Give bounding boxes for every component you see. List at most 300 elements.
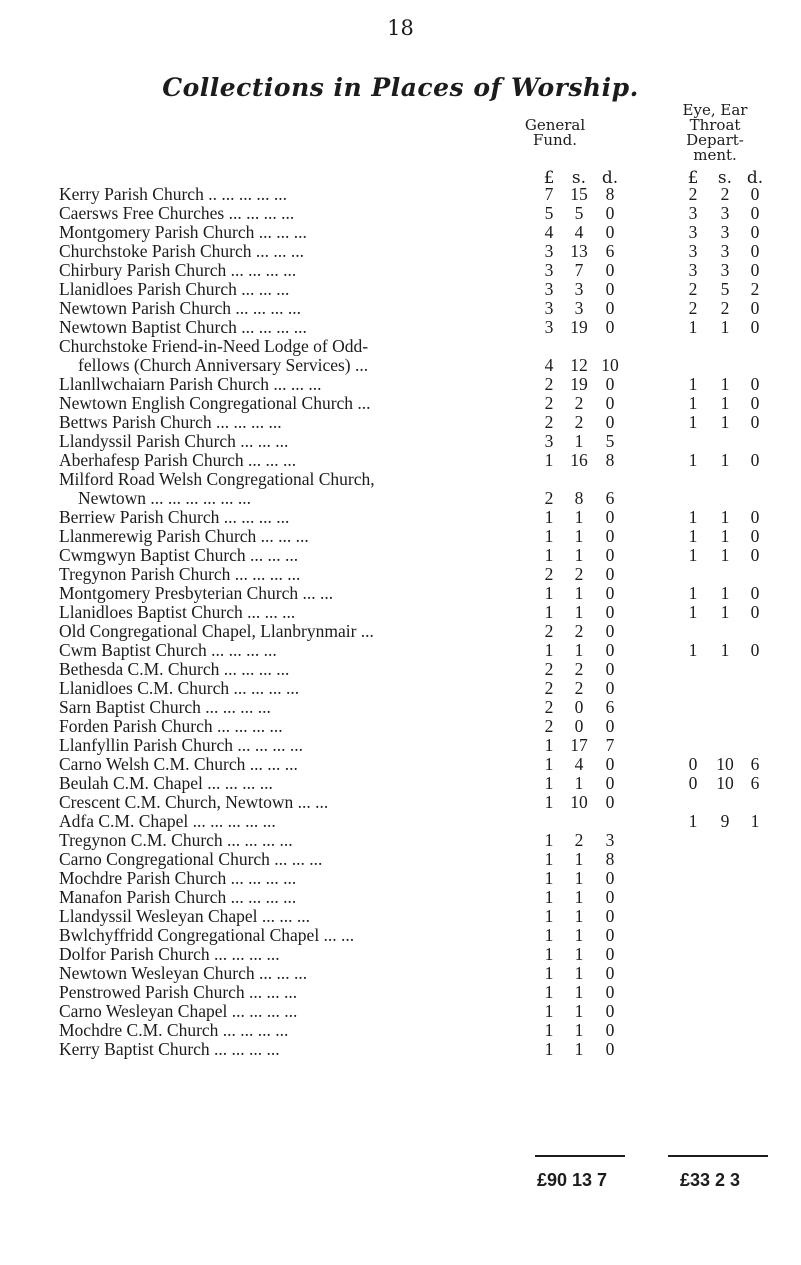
table-row [0, 679, 801, 698]
eye-ear-amount: 1 [688, 545, 698, 565]
table-row [0, 660, 801, 679]
eye-ear-amount: 3 [720, 241, 730, 261]
place-name: Mochdre C.M. Church ... ... ... ... [59, 1021, 289, 1040]
general-fund-amount: 1 [544, 1039, 554, 1059]
general-fund-amount: 0 [605, 640, 615, 660]
general-fund-amount: 2 [574, 412, 584, 432]
eye-ear-amount: 1 [720, 393, 730, 413]
general-fund-amount: 0 [605, 298, 615, 318]
eye-ear-amount: 0 [750, 184, 760, 204]
place-name: Forden Parish Church ... ... ... ... [59, 717, 283, 736]
place-name: Beulah C.M. Chapel ... ... ... ... [59, 774, 273, 793]
general-fund-amount: 17 [570, 735, 588, 755]
place-name: Llanllwchaiarn Parish Church ... ... ... [59, 375, 322, 394]
general-fund-amount: 1 [574, 1020, 584, 1040]
general-fund-amount: 4 [574, 754, 584, 774]
general-fund-amount: 0 [605, 868, 615, 888]
eye-ear-amount: 0 [750, 583, 760, 603]
general-fund-amount: 0 [605, 260, 615, 280]
table-row [0, 223, 801, 242]
general-fund-amount: 0 [605, 963, 615, 983]
table-row [0, 736, 801, 755]
total-rule [668, 1155, 768, 1157]
table-row [0, 1021, 801, 1040]
general-fund-amount: 5 [605, 431, 615, 451]
place-name: Llanmerewig Parish Church ... ... ... [59, 527, 309, 546]
table-row [0, 204, 801, 223]
page-title: Collections in Places of Worship. [162, 73, 639, 102]
place-name: Chirbury Parish Church ... ... ... ... [59, 261, 297, 280]
table-row [0, 869, 801, 888]
general-fund-amount: 1 [574, 1001, 584, 1021]
general-fund-amount: 1 [574, 925, 584, 945]
general-fund-amount: 0 [605, 507, 615, 527]
eye-ear-amount: 1 [750, 811, 760, 831]
general-fund-amount: 10 [570, 792, 588, 812]
eye-ear-header-line: Eye, Ear [682, 101, 748, 119]
general-fund-amount: 1 [544, 583, 554, 603]
table-row [0, 470, 801, 489]
general-fund-amount: 1 [544, 754, 554, 774]
table-row [0, 603, 801, 622]
page-number: 18 [387, 16, 414, 40]
table-row [0, 337, 801, 356]
eye-ear-amount: 0 [688, 754, 698, 774]
general-fund-amount: 1 [544, 735, 554, 755]
general-fund-amount: 1 [544, 982, 554, 1002]
place-name: Montgomery Parish Church ... ... ... [59, 223, 307, 242]
table-row [0, 812, 801, 831]
general-fund-amount: 1 [544, 507, 554, 527]
eye-ear-amount: 2 [688, 279, 698, 299]
general-fund-amount: 3 [574, 298, 584, 318]
eye-ear-amount: 3 [720, 203, 730, 223]
general-fund-amount: 0 [605, 944, 615, 964]
table-row [0, 394, 801, 413]
table-row [0, 622, 801, 641]
general-fund-amount: 1 [574, 773, 584, 793]
general-fund-amount: 3 [605, 830, 615, 850]
table-row [0, 261, 801, 280]
eye-ear-amount: 0 [750, 412, 760, 432]
table-row [0, 755, 801, 774]
eye-ear-amount: 1 [688, 450, 698, 470]
place-name: Montgomery Presbyterian Church ... ... [59, 584, 334, 603]
eye-ear-amount: 1 [688, 412, 698, 432]
general-fund-amount: 3 [544, 279, 554, 299]
table-row [0, 698, 801, 717]
eye-ear-amount: 1 [688, 811, 698, 831]
general-fund-amount: 0 [605, 374, 615, 394]
eye-ear-amount: 2 [688, 184, 698, 204]
general-fund-amount: 0 [605, 222, 615, 242]
eye-ear-amount: 6 [750, 773, 760, 793]
general-fund-amount: 0 [605, 906, 615, 926]
eye-ear-amount: 1 [720, 507, 730, 527]
general-fund-amount: 1 [574, 545, 584, 565]
eye-ear-amount: 0 [750, 640, 760, 660]
table-row [0, 774, 801, 793]
eye-ear-amount: 1 [688, 393, 698, 413]
eye-ear-amount: 0 [750, 203, 760, 223]
collections-table [0, 185, 801, 1059]
general-fund-amount: 1 [544, 450, 554, 470]
general-fund-amount: 1 [544, 887, 554, 907]
general-fund-amount: 19 [570, 374, 588, 394]
total-rule [535, 1155, 625, 1157]
general-fund-amount: 8 [574, 488, 584, 508]
general-fund-amount: 2 [574, 678, 584, 698]
unit-pounds: £ [687, 168, 699, 188]
general-fund-amount: 3 [544, 241, 554, 261]
general-fund-amount: 1 [574, 507, 584, 527]
table-row [0, 945, 801, 964]
general-fund-amount: 3 [544, 298, 554, 318]
eye-ear-amount: 1 [688, 507, 698, 527]
eye-ear-amount: 2 [688, 298, 698, 318]
eye-ear-amount: 1 [688, 374, 698, 394]
table-row [0, 584, 801, 603]
eye-ear-amount: 3 [688, 241, 698, 261]
eye-ear-amount: 0 [750, 450, 760, 470]
unit-pounds: £ [543, 168, 555, 188]
general-fund-amount: 10 [601, 355, 619, 375]
place-name: Kerry Baptist Church ... ... ... ... [59, 1040, 280, 1059]
eye-ear-amount: 1 [720, 374, 730, 394]
eye-ear-header [650, 103, 780, 163]
general-fund-amount: 4 [574, 222, 584, 242]
place-name: Bethesda C.M. Church ... ... ... ... [59, 660, 290, 679]
general-fund-amount: 3 [544, 260, 554, 280]
general-fund-amount: 2 [574, 659, 584, 679]
general-fund-amount: 0 [605, 1020, 615, 1040]
table-row [0, 1002, 801, 1021]
general-fund-header [500, 118, 610, 148]
eye-ear-amount: 1 [720, 583, 730, 603]
general-fund-total: £90 13 7 [537, 1170, 608, 1190]
table-row [0, 280, 801, 299]
place-name: Berriew Parish Church ... ... ... ... [59, 508, 290, 527]
general-fund-amount: 1 [544, 792, 554, 812]
unit-pence: d. [601, 168, 619, 188]
general-fund-amount: 1 [574, 526, 584, 546]
general-fund-amount: 2 [544, 697, 554, 717]
place-name: Newtown ... ... ... ... ... ... [78, 489, 252, 508]
unit-shillings: s. [571, 168, 587, 188]
general-fund-amount: 1 [544, 526, 554, 546]
eye-ear-amount: 3 [720, 260, 730, 280]
eye-ear-amount: 2 [720, 184, 730, 204]
general-fund-amount: 0 [605, 412, 615, 432]
eye-ear-amount: 1 [688, 602, 698, 622]
general-fund-amount: 0 [605, 678, 615, 698]
place-name: fellows (Church Anniversary Services) ... [78, 356, 369, 375]
place-name: Kerry Parish Church .. ... ... ... ... [59, 185, 287, 204]
place-name: Tregynon Parish Church ... ... ... ... [59, 565, 301, 584]
table-row [0, 375, 801, 394]
eye-ear-amount: 1 [688, 526, 698, 546]
eye-ear-amount: 1 [720, 640, 730, 660]
place-name: Newtown English Congregational Church ... [59, 394, 371, 413]
eye-ear-amount: 0 [750, 317, 760, 337]
place-name: Llanfyllin Parish Church ... ... ... ... [59, 736, 304, 755]
eye-ear-amount: 1 [688, 640, 698, 660]
table-row [0, 489, 801, 508]
general-fund-amount: 2 [574, 393, 584, 413]
general-fund-amount: 1 [574, 982, 584, 1002]
table-row [0, 641, 801, 660]
general-fund-amount: 1 [574, 640, 584, 660]
general-fund-amount: 2 [544, 374, 554, 394]
place-name: Llandyssil Parish Church ... ... ... [59, 432, 289, 451]
place-name: Llandyssil Wesleyan Chapel ... ... ... [59, 907, 311, 926]
eye-ear-amount: 0 [750, 222, 760, 242]
place-name: Newtown Baptist Church ... ... ... ... [59, 318, 307, 337]
table-row [0, 546, 801, 565]
general-fund-amount: 0 [605, 317, 615, 337]
general-fund-amount: 2 [544, 488, 554, 508]
eye-ear-header-line: ment. [693, 146, 737, 164]
table-row [0, 356, 801, 375]
general-fund-amount: 7 [605, 735, 615, 755]
table-row [0, 1040, 801, 1059]
general-fund-amount: 0 [574, 716, 584, 736]
place-name: Bwlchyffridd Congregational Chapel ... ... [59, 926, 355, 945]
general-fund-amount: 0 [605, 1039, 615, 1059]
general-fund-header-line: General [524, 116, 586, 134]
general-fund-amount: 3 [544, 317, 554, 337]
eye-ear-amount: 0 [750, 393, 760, 413]
table-row [0, 185, 801, 204]
place-name: Manafon Parish Church ... ... ... ... [59, 888, 297, 907]
place-name: Penstrowed Parish Church ... ... ... [59, 983, 298, 1002]
general-fund-amount: 8 [605, 184, 615, 204]
general-fund-amount: 1 [574, 944, 584, 964]
general-fund-amount: 2 [544, 393, 554, 413]
eye-ear-amount: 3 [720, 222, 730, 242]
general-fund-amount: 2 [544, 659, 554, 679]
eye-ear-amount: 3 [688, 222, 698, 242]
general-fund-amount: 0 [605, 279, 615, 299]
eye-ear-amount: 1 [720, 545, 730, 565]
place-name: Old Congregational Chapel, Llanbrynmair ... [59, 622, 374, 641]
general-fund-amount: 4 [544, 222, 554, 242]
place-name: Sarn Baptist Church ... ... ... ... [59, 698, 271, 717]
general-fund-amount: 0 [605, 564, 615, 584]
eye-ear-amount: 2 [720, 298, 730, 318]
eye-ear-header-line: Depart- [686, 131, 744, 149]
eye-ear-amount: 1 [688, 317, 698, 337]
general-fund-amount: 0 [605, 203, 615, 223]
unit-pence: d. [746, 168, 764, 188]
place-name: Tregynon C.M. Church ... ... ... ... [59, 831, 293, 850]
general-fund-amount: 0 [605, 754, 615, 774]
general-fund-amount: 7 [544, 184, 554, 204]
general-fund-amount: 1 [544, 925, 554, 945]
general-fund-amount: 1 [544, 963, 554, 983]
general-fund-amount: 1 [544, 1001, 554, 1021]
general-fund-amount: 1 [574, 1039, 584, 1059]
general-fund-amount: 15 [570, 184, 588, 204]
eye-ear-amount: 10 [716, 754, 734, 774]
general-fund-amount: 1 [544, 944, 554, 964]
place-name: Carno Congregational Church ... ... ... [59, 850, 323, 869]
general-fund-amount: 2 [544, 564, 554, 584]
table-row [0, 850, 801, 869]
general-fund-amount: 1 [544, 545, 554, 565]
general-fund-amount: 1 [544, 849, 554, 869]
table-row [0, 299, 801, 318]
general-fund-amount: 0 [605, 602, 615, 622]
general-fund-amount: 1 [544, 773, 554, 793]
general-fund-amount: 2 [544, 678, 554, 698]
eye-ear-amount: 3 [688, 203, 698, 223]
place-name: Carno Welsh C.M. Church ... ... ... [59, 755, 298, 774]
general-fund-amount: 2 [544, 412, 554, 432]
eye-ear-amount: 0 [688, 773, 698, 793]
eye-ear-amount: 1 [720, 450, 730, 470]
general-fund-amount: 1 [574, 602, 584, 622]
eye-ear-amount: 0 [750, 545, 760, 565]
eye-ear-amount: 6 [750, 754, 760, 774]
table-row [0, 451, 801, 470]
general-fund-amount: 1 [574, 431, 584, 451]
general-fund-amount: 6 [605, 241, 615, 261]
general-fund-amount: 0 [605, 526, 615, 546]
eye-ear-amount: 1 [720, 412, 730, 432]
eye-ear-amount: 0 [750, 298, 760, 318]
general-fund-amount: 0 [605, 887, 615, 907]
general-fund-amount: 0 [605, 393, 615, 413]
eye-ear-amount: 10 [716, 773, 734, 793]
general-fund-amount: 0 [605, 773, 615, 793]
place-name: Llanidloes Baptist Church ... ... ... [59, 603, 296, 622]
general-fund-amount: 1 [544, 830, 554, 850]
table-row [0, 717, 801, 736]
general-fund-amount: 0 [605, 583, 615, 603]
eye-ear-amount: 0 [750, 260, 760, 280]
general-fund-amount: 1 [574, 963, 584, 983]
eye-ear-amount: 2 [750, 279, 760, 299]
place-name: Milford Road Welsh Congregational Church, [59, 470, 375, 489]
general-fund-amount: 1 [574, 583, 584, 603]
general-fund-amount: 1 [544, 868, 554, 888]
table-row [0, 793, 801, 812]
general-fund-amount: 2 [574, 830, 584, 850]
table-row [0, 831, 801, 850]
general-fund-amount: 1 [544, 1020, 554, 1040]
table-row [0, 964, 801, 983]
eye-ear-amount: 0 [750, 507, 760, 527]
place-name: Mochdre Parish Church ... ... ... ... [59, 869, 297, 888]
general-fund-amount: 0 [605, 982, 615, 1002]
eye-ear-amount: 0 [750, 241, 760, 261]
place-name: Caersws Free Churches ... ... ... ... [59, 204, 295, 223]
unit-shillings: s. [717, 168, 733, 188]
general-fund-amount: 8 [605, 849, 615, 869]
general-fund-amount: 0 [605, 792, 615, 812]
place-name: Aberhafesp Parish Church ... ... ... [59, 451, 297, 470]
general-fund-amount: 7 [574, 260, 584, 280]
place-name: Crescent C.M. Church, Newtown ... ... [59, 793, 329, 812]
general-fund-amount: 0 [605, 716, 615, 736]
general-fund-amount: 0 [605, 545, 615, 565]
table-row [0, 926, 801, 945]
general-fund-amount: 1 [544, 602, 554, 622]
eye-ear-amount: 9 [720, 811, 730, 831]
eye-ear-header-line: Throat [689, 116, 741, 134]
general-fund-amount: 2 [574, 621, 584, 641]
place-name: Newtown Wesleyan Church ... ... ... [59, 964, 308, 983]
general-fund-header-line: Fund. [532, 131, 578, 149]
general-fund-amount: 13 [570, 241, 588, 261]
eye-ear-amount: 1 [720, 602, 730, 622]
general-fund-amount: 5 [574, 203, 584, 223]
place-name: Dolfor Parish Church ... ... ... ... [59, 945, 280, 964]
table-row [0, 527, 801, 546]
place-name: Llanidloes Parish Church ... ... ... [59, 280, 290, 299]
general-fund-amount: 8 [605, 450, 615, 470]
general-fund-amount: 16 [570, 450, 588, 470]
general-fund-amount: 1 [544, 640, 554, 660]
eye-ear-amount: 1 [720, 526, 730, 546]
eye-ear-amount: 0 [750, 526, 760, 546]
general-fund-amount: 0 [605, 621, 615, 641]
table-row [0, 565, 801, 584]
place-name: Adfa C.M. Chapel ... ... ... ... ... [59, 812, 276, 831]
eye-ear-amount: 0 [750, 374, 760, 394]
table-row [0, 318, 801, 337]
general-fund-amount: 0 [574, 697, 584, 717]
table-row [0, 413, 801, 432]
general-fund-amount: 1 [544, 906, 554, 926]
general-fund-amount: 0 [605, 1001, 615, 1021]
place-name: Cwm Baptist Church ... ... ... ... [59, 641, 277, 660]
table-row [0, 888, 801, 907]
general-fund-amount: 2 [574, 564, 584, 584]
general-fund-amount: 0 [605, 659, 615, 679]
general-fund-amount: 6 [605, 488, 615, 508]
general-fund-amount: 19 [570, 317, 588, 337]
general-fund-amount: 2 [544, 716, 554, 736]
general-fund-amount: 1 [574, 868, 584, 888]
eye-ear-amount: 5 [720, 279, 730, 299]
place-name: Churchstoke Parish Church ... ... ... [59, 242, 304, 261]
place-name: Llanidloes C.M. Church ... ... ... ... [59, 679, 300, 698]
table-row [0, 432, 801, 451]
table-row [0, 242, 801, 261]
table-row [0, 983, 801, 1002]
eye-ear-total: £33 2 3 [680, 1170, 741, 1190]
general-fund-amount: 0 [605, 925, 615, 945]
eye-ear-amount: 3 [688, 260, 698, 280]
eye-ear-amount: 0 [750, 602, 760, 622]
general-fund-amount: 2 [544, 621, 554, 641]
eye-ear-amount: 1 [720, 317, 730, 337]
place-name: Carno Wesleyan Chapel ... ... ... ... [59, 1002, 298, 1021]
general-fund-amount: 1 [574, 887, 584, 907]
table-row [0, 508, 801, 527]
general-fund-amount: 4 [544, 355, 554, 375]
place-name: Newtown Parish Church ... ... ... ... [59, 299, 302, 318]
general-fund-amount: 5 [544, 203, 554, 223]
general-fund-amount: 3 [544, 431, 554, 451]
general-fund-amount: 6 [605, 697, 615, 717]
place-name: Bettws Parish Church ... ... ... ... [59, 413, 282, 432]
place-name: Churchstoke Friend-in-Need Lodge of Odd- [59, 337, 369, 356]
general-fund-amount: 3 [574, 279, 584, 299]
table-row [0, 907, 801, 926]
